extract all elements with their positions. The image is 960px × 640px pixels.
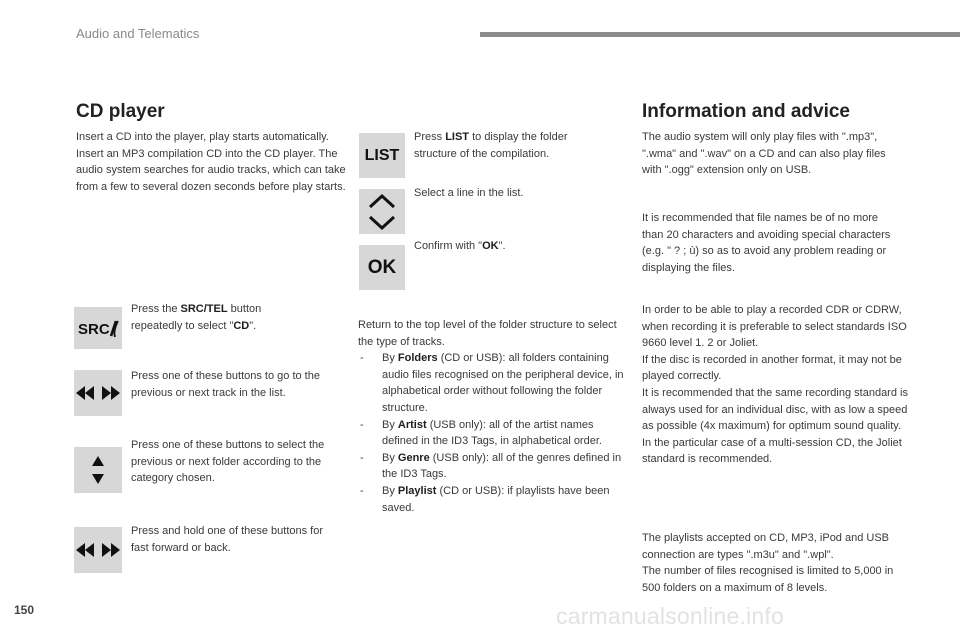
ffwd-text: Press and hold one of these buttons for fast forward or back. [131, 525, 324, 554]
ok-text-pre: Confirm with " [414, 240, 483, 252]
list-text-post: to display the folder structure of the compilation. [414, 131, 568, 160]
folder-structure-block [358, 317, 624, 516]
item-key: Playlist [397, 484, 437, 497]
item-pre: By [382, 451, 398, 464]
svg-text:SRC: SRC [78, 321, 110, 338]
list-item [358, 483, 624, 516]
src-text-pre: Press the [131, 303, 181, 315]
info-p4-line: The number of files recognised is limited to 5,000 in 500 folders on a maximum of 8 levels. [642, 565, 894, 594]
cd-key: CD [233, 319, 250, 332]
intro-line-2: Insert an MP3 compilation CD into the CD player. The audio system searches for audio tracks, which can take from a few to several dozen seconds before play starts. [76, 147, 346, 193]
ok-text [414, 238, 604, 255]
item-key: Artist [397, 418, 427, 431]
src-text-mid: button repeatedly to select " [131, 303, 262, 332]
list-item [358, 450, 624, 483]
page-number: 150 [14, 603, 35, 617]
src-tel-key: SRC/TEL [180, 303, 228, 315]
folder-text: Press one of these buttons to select the previous or next folder according to the category chosen. [131, 439, 325, 485]
list-text-pre: Press [414, 131, 446, 143]
watermark: carmanualsonline.info [556, 603, 784, 629]
item-pre: By [382, 484, 398, 497]
item-post: (CD or USB): if playlists have been saved. [382, 484, 610, 514]
info-heading: Information and advice [642, 101, 850, 122]
chevron-up-down-icon[interactable] [359, 189, 405, 234]
item-post: (USB only): all of the artist names defined in the ID3 Tags, in alphabetical order. [382, 418, 602, 448]
section-title: Audio and Telematics [76, 26, 200, 41]
info-p1: The audio system will only play files with ".mp3", ".wma" and ".wav" on a CD and can also play files with ".ogg" extension only on USB. [642, 131, 886, 177]
ok-key: OK [482, 240, 499, 252]
info-p4 [642, 530, 910, 596]
up-down-folder-icon[interactable] [74, 447, 122, 493]
ok-text-post: ". [498, 240, 506, 252]
info-p3 [642, 302, 910, 468]
intro-line-1: Insert a CD into the player, play starts automatically. [76, 131, 329, 143]
list-item [358, 417, 624, 450]
list-button-icon[interactable] [359, 133, 405, 178]
item-key: Folders [397, 352, 438, 365]
header-bar [480, 32, 960, 37]
prev-next-track-icon[interactable] [74, 370, 122, 416]
fast-back-forward-icon[interactable] [74, 527, 122, 573]
return-text: Return to the top level of the folder structure to select the type of tracks. [358, 319, 617, 348]
item-post: (CD or USB): all folders containing audio files recognised on the peripheral device, in alphabetical order without following the folder structure. [382, 352, 624, 414]
cd-player-heading: CD player [76, 101, 165, 122]
list-button-label: LIST [364, 146, 400, 164]
item-key: Genre [397, 451, 430, 464]
category-list [358, 350, 624, 516]
list-item [358, 350, 624, 416]
info-p4-line: The playlists accepted on CD, MP3, iPod and USB connection are types ".m3u" and ".wpl". [642, 532, 890, 561]
ok-button-label: OK [367, 256, 397, 278]
cd-player-intro [76, 129, 346, 195]
list-text [414, 129, 604, 162]
info-p3-line: If the disc is recorded in another format, it may not be played correctly. [642, 353, 902, 383]
item-post: (USB only): all of the genres defined in the ID3 Tags. [382, 451, 622, 481]
select-text: Select a line in the list. [414, 187, 524, 199]
src-tel-text [131, 301, 301, 334]
info-p2: It is recommended that file names be of no more than 20 characters and avoiding special characters (e.g. " ? ; ù) so as to avoid any problem reading or displaying the files. [642, 212, 891, 274]
info-p3-line: In the particular case of a multi-session CD, the Joliet standard is recommended. [642, 436, 902, 466]
list-key: LIST [445, 131, 470, 143]
track-text: Press one of these buttons to go to the previous or next track in the list. [131, 370, 320, 399]
item-pre: By [382, 352, 398, 365]
item-pre: By [382, 418, 398, 431]
info-p3-line: In order to be able to play a recorded CDR or CDRW, when recording it is preferable to select standards ISO 9660 level 1. 2 or Joliet. [642, 304, 907, 350]
info-p3-line: It is recommended that the same recording standard is always used for an individual disc, with as low a speed as possible (4x maximum) for optimum sound quality. [642, 386, 908, 433]
ok-button-icon[interactable] [359, 245, 405, 290]
src-tel-button-icon[interactable] [74, 307, 122, 349]
src-text-post: ". [249, 319, 257, 332]
